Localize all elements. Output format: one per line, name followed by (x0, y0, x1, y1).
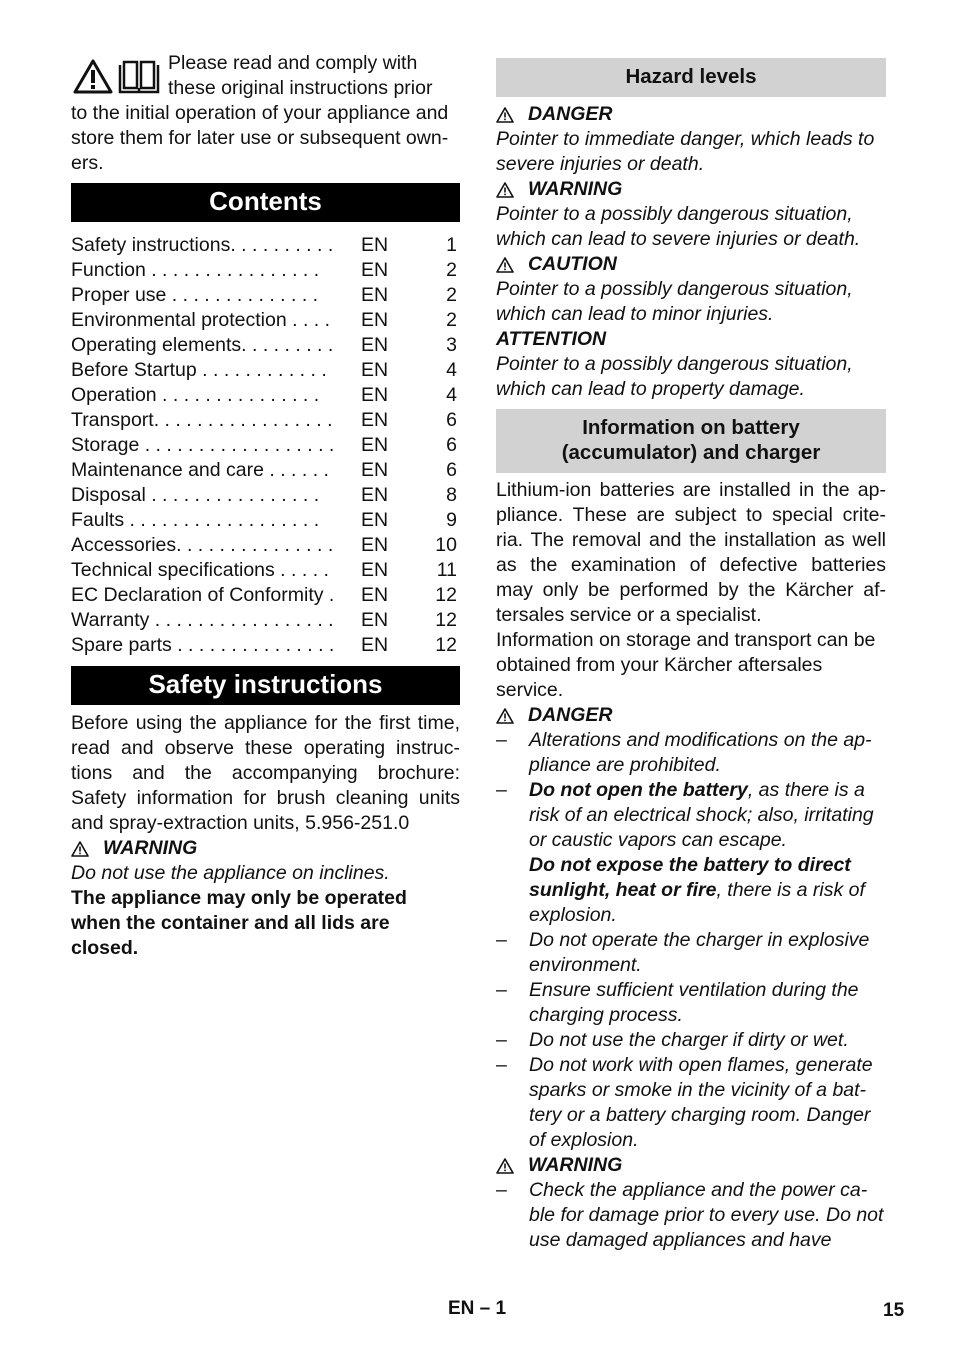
toc-page: 12 (435, 609, 457, 631)
toc-title: Transport. . . . . . . . . . . . . . . . . (71, 409, 333, 431)
toc-row[interactable] (71, 383, 460, 408)
hazard-levels (496, 102, 886, 402)
dash-bullet: – (496, 779, 507, 801)
warning-label: WARNING (103, 837, 198, 859)
toc-lang: EN (361, 309, 389, 331)
warning-triangle-icon (496, 182, 514, 198)
battery-para-1: Lithium-ion batteries are installed in the ap- pliance. These are subject to special crite- ria. The removal and the installation as well as the examination of defective batteries may only be performed by the Kärcher af- tersales service or a specialist. (496, 479, 886, 626)
battery-warning-list (496, 1178, 886, 1253)
toc-page: 2 (446, 284, 457, 306)
hazard-text: Pointer to a possibly dangerous situation, which can lead to minor injuries. (496, 278, 853, 325)
list-item (496, 1053, 886, 1153)
list-item-text: Do not work with open flames, generate sparks or smoke in the vicinity of a bat- tery or a battery charging room. Danger of explosion. (529, 1054, 873, 1151)
list-item-bold: Do not open the battery (529, 779, 748, 801)
toc-page: 4 (446, 384, 457, 406)
toc-title: Maintenance and care . . . . . . (71, 459, 329, 481)
toc-page: 9 (446, 509, 457, 531)
hazard-caution-label (496, 252, 886, 277)
toc-lang: EN (361, 609, 389, 631)
toc-lang: EN (361, 334, 389, 356)
warning-triangle-icon (496, 257, 514, 273)
toc-lang: EN (361, 634, 389, 656)
intro-notice (71, 51, 460, 176)
intro-line-5: ers. (71, 152, 104, 174)
hazard-warning-label (496, 177, 886, 202)
warning-triangle-icon (71, 841, 89, 857)
toc-page: 8 (446, 484, 457, 506)
battery-heading-line-1: Information on battery (582, 416, 800, 439)
danger-label: DANGER (528, 704, 613, 726)
dash-bullet: – (496, 1029, 507, 1051)
hazard-label: DANGER (528, 103, 613, 125)
safety-warning-label (71, 836, 460, 861)
table-of-contents (71, 233, 460, 658)
intro-line-4: store them for later use or subsequent own- (71, 127, 449, 149)
toc-page: 12 (435, 584, 457, 606)
list-item (496, 728, 886, 778)
battery-danger-label (496, 703, 886, 728)
intro-line-2: these original instructions prior (168, 77, 433, 99)
battery-heading-line-2: (accumulator) and charger (561, 441, 821, 464)
toc-lang: EN (361, 359, 389, 381)
hazard-text: Pointer to immediate danger, which leads to severe injuries or death. (496, 128, 875, 175)
toc-title: Disposal . . . . . . . . . . . . . . . . (71, 484, 320, 506)
contents-heading: Contents (71, 183, 460, 222)
intro-line-3: to the initial operation of your appliance and (71, 102, 449, 124)
toc-lang: EN (361, 484, 389, 506)
toc-page: 3 (446, 334, 457, 356)
list-item-text: , there is a risk of explosion. (529, 879, 865, 926)
list-item (496, 978, 886, 1028)
dash-bullet: – (496, 1054, 507, 1076)
toc-row[interactable] (71, 233, 460, 258)
toc-title: Proper use . . . . . . . . . . . . . . (71, 284, 319, 306)
list-item (496, 778, 886, 928)
hazard-label: ATTENTION (496, 328, 607, 350)
list-item-bold: Do not expose the battery to direct sunlight, heat or fire (529, 854, 851, 901)
toc-row[interactable] (71, 533, 460, 558)
toc-row[interactable] (71, 308, 460, 333)
hazard-attention-label (496, 327, 886, 352)
toc-title: Storage . . . . . . . . . . . . . . . . . . (71, 434, 335, 456)
toc-title: Before Startup . . . . . . . . . . . . (71, 359, 327, 381)
footer-section-label: EN – 1 (448, 1298, 507, 1319)
toc-row[interactable] (71, 283, 460, 308)
left-column (71, 51, 460, 961)
toc-lang: EN (361, 434, 389, 456)
toc-title: Environmental protection . . . . (71, 309, 331, 331)
list-item-text: Do not use the charger if dirty or wet. (529, 1029, 849, 1051)
hazard-label: CAUTION (528, 253, 617, 275)
list-item-text: , as there is a risk of an electrical shock; also, irritating or caustic vapors can escape. (529, 779, 874, 851)
toc-title: Operation . . . . . . . . . . . . . . . (71, 384, 320, 406)
list-item (496, 928, 886, 978)
battery-heading (496, 409, 886, 473)
toc-row[interactable] (71, 633, 460, 658)
warning-triangle-icon (73, 59, 113, 94)
toc-title: Operating elements. . . . . . . . . (71, 334, 334, 356)
hazard-text: Pointer to a possibly dangerous situation, which can lead to property damage. (496, 353, 853, 400)
safety-warning-text: Do not use the appliance on inclines. (71, 862, 390, 884)
hazard-heading: Hazard levels (496, 58, 886, 97)
dash-bullet: – (496, 929, 507, 951)
toc-row[interactable] (71, 258, 460, 283)
toc-row[interactable] (71, 458, 460, 483)
toc-row[interactable] (71, 483, 460, 508)
toc-lang: EN (361, 384, 389, 406)
toc-page: 4 (446, 359, 457, 381)
list-item (496, 1028, 886, 1053)
toc-lang: EN (361, 534, 389, 556)
safety-bold-note: The appliance may only be operated when the container and all lids are closed. (71, 887, 407, 959)
toc-page: 11 (436, 559, 457, 581)
warning-triangle-icon (496, 708, 514, 724)
toc-lang: EN (361, 234, 389, 256)
list-item-text: Alterations and modifications on the ap- pliance are prohibited. (529, 729, 872, 776)
warning-triangle-icon (496, 107, 514, 123)
battery-para-2: Information on storage and transport can be obtained from your Kärcher aftersales service. (496, 629, 876, 701)
toc-page: 12 (435, 634, 457, 656)
toc-row[interactable] (71, 558, 460, 583)
toc-row[interactable] (71, 508, 460, 533)
toc-page: 2 (446, 309, 457, 331)
right-column (496, 58, 886, 1253)
toc-title: EC Declaration of Conformity . (71, 584, 335, 606)
toc-page: 10 (435, 534, 457, 556)
list-item-text: Do not operate the charger in explosive environment. (529, 929, 870, 976)
toc-lang: EN (361, 584, 389, 606)
dash-bullet: – (496, 729, 507, 751)
open-manual-icon (117, 59, 161, 94)
safety-heading: Safety instructions (71, 666, 460, 705)
dash-bullet: – (496, 979, 507, 1001)
hazard-text: Pointer to a possibly dangerous situation, which can lead to severe injuries or death. (496, 203, 861, 250)
toc-title: Warranty . . . . . . . . . . . . . . . . . (71, 609, 334, 631)
list-item (496, 1178, 886, 1253)
toc-row[interactable] (71, 333, 460, 358)
toc-page: 6 (446, 459, 457, 481)
hazard-label: WARNING (528, 178, 623, 200)
toc-title: Spare parts . . . . . . . . . . . . . . . (71, 634, 335, 656)
toc-page: 1 (446, 234, 457, 256)
toc-title: Faults . . . . . . . . . . . . . . . . . . (71, 509, 320, 531)
dash-bullet: – (496, 1179, 507, 1201)
warning-triangle-icon (496, 1158, 514, 1174)
toc-row[interactable] (71, 583, 460, 608)
intro-line-1: Please read and comply with (168, 52, 418, 74)
battery-danger-list (496, 728, 886, 1153)
toc-page: 6 (446, 434, 457, 456)
toc-title: Accessories. . . . . . . . . . . . . . . (71, 534, 334, 556)
battery-warning-label (496, 1153, 886, 1178)
toc-title: Technical specifications . . . . . (71, 559, 329, 581)
hazard-danger-label (496, 102, 886, 127)
toc-lang: EN (361, 284, 389, 306)
toc-page: 6 (446, 409, 457, 431)
list-item-text: Ensure sufficient ventilation during the charging process. (529, 979, 859, 1026)
toc-lang: EN (361, 559, 389, 581)
safety-body: Before using the appliance for the first time, read and observe these operating instruc- tions and the accompanying brochure: Safety information for brush cleaning units and spray-extraction units, 5.956-251.0 (71, 712, 460, 834)
intro-icons (73, 59, 161, 94)
toc-row[interactable] (71, 358, 460, 383)
toc-lang: EN (361, 259, 389, 281)
toc-page: 2 (446, 259, 457, 281)
page-number: 15 (883, 1300, 905, 1321)
toc-title: Function . . . . . . . . . . . . . . . . (71, 259, 320, 281)
warning-label: WARNING (528, 1154, 623, 1176)
toc-row[interactable] (71, 433, 460, 458)
toc-row[interactable] (71, 608, 460, 633)
toc-lang: EN (361, 509, 389, 531)
toc-title: Safety instructions. . . . . . . . . . (71, 234, 334, 256)
toc-lang: EN (361, 409, 389, 431)
toc-row[interactable] (71, 408, 460, 433)
list-item-text: Check the appliance and the power ca- ble for damage prior to every use. Do not use damaged appliances and have (529, 1179, 884, 1251)
toc-lang: EN (361, 459, 389, 481)
